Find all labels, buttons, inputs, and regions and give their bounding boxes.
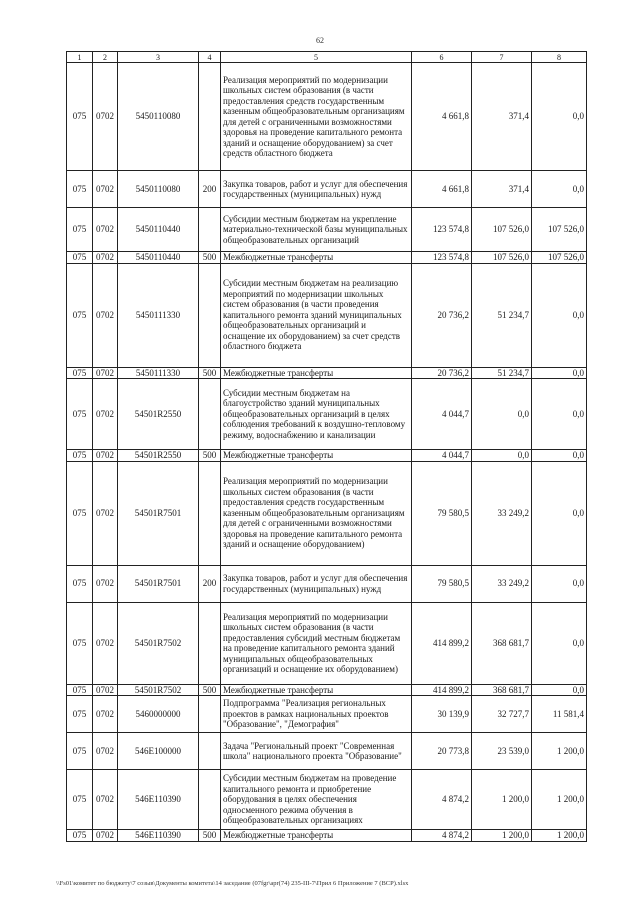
cell-description: Субсидии местным бюджетам на проведение капитального ремонта и приобретение оборудования в целях обеспечения односменного режима обучения в общеобразовательных организациях <box>221 770 412 830</box>
cell-amount-year-3: 0,0 <box>532 565 587 602</box>
cell-description: Закупка товаров, работ и услуг для обеспечения государственных (муниципальных) нужд <box>221 565 412 602</box>
cell-description: Межбюджетные трансферты <box>221 367 412 379</box>
cell-description: Подпрограмма "Реализация региональных проектов в рамках национальных проектов "Образование", "Демография" <box>221 696 412 733</box>
column-header: 5 <box>221 52 412 63</box>
cell-amount-year-2: 0,0 <box>472 450 532 462</box>
cell-admin-code: 075 <box>67 565 93 602</box>
cell-amount-year-1: 4 044,7 <box>412 450 472 462</box>
cell-expense-type: 200 <box>199 565 221 602</box>
cell-expense-type <box>199 696 221 733</box>
table-row <box>67 450 587 462</box>
table-row <box>67 379 587 450</box>
cell-amount-year-1: 414 899,2 <box>412 602 472 684</box>
cell-target-code: 5450110080 <box>118 171 199 208</box>
cell-admin-code: 075 <box>67 171 93 208</box>
cell-amount-year-2: 1 200,0 <box>472 770 532 830</box>
cell-expense-type: 500 <box>199 684 221 696</box>
cell-admin-code: 075 <box>67 379 93 450</box>
cell-expense-type <box>199 602 221 684</box>
cell-amount-year-3: 0,0 <box>532 379 587 450</box>
cell-target-code: 546E110390 <box>118 770 199 830</box>
cell-admin-code: 075 <box>67 602 93 684</box>
cell-admin-code: 075 <box>67 367 93 379</box>
cell-amount-year-3: 0,0 <box>532 602 587 684</box>
cell-description: Реализация мероприятий по модернизации школьных систем образования (в части предоставления средств государственным казенным общеобразовательным организациям для детей с ограниченными возможностями здоровья на проведение капитального ремонта зданий и оснащение оборудованием) за счет средств областного бюджета <box>221 63 412 171</box>
cell-section-code: 0702 <box>93 171 118 208</box>
cell-section-code: 0702 <box>93 830 118 842</box>
cell-description: Межбюджетные трансферты <box>221 830 412 842</box>
cell-description: Межбюджетные трансферты <box>221 450 412 462</box>
cell-amount-year-3: 1 200,0 <box>532 733 587 770</box>
cell-amount-year-2: 51 234,7 <box>472 263 532 367</box>
column-header: 4 <box>199 52 221 63</box>
cell-amount-year-1: 414 899,2 <box>412 684 472 696</box>
cell-admin-code: 075 <box>67 208 93 252</box>
cell-target-code: 5460000000 <box>118 696 199 733</box>
cell-expense-type <box>199 263 221 367</box>
column-header: 8 <box>532 52 587 63</box>
cell-target-code: 54501R7502 <box>118 684 199 696</box>
cell-section-code: 0702 <box>93 733 118 770</box>
table-row <box>67 733 587 770</box>
cell-amount-year-2: 33 249,2 <box>472 461 532 565</box>
cell-amount-year-3: 0,0 <box>532 461 587 565</box>
cell-expense-type: 200 <box>199 171 221 208</box>
table-row <box>67 684 587 696</box>
cell-target-code: 54501R7501 <box>118 461 199 565</box>
cell-expense-type <box>199 63 221 171</box>
cell-description: Субсидии местным бюджетам на благоустройство зданий муниципальных общеобразовательных организаций в целях соблюдения требований к воздушно-тепловому режиму, водоснабжению и канализации <box>221 379 412 450</box>
cell-amount-year-2: 1 200,0 <box>472 830 532 842</box>
cell-admin-code: 075 <box>67 450 93 462</box>
table-body <box>67 63 587 842</box>
cell-amount-year-1: 123 574,8 <box>412 252 472 264</box>
table-row <box>67 461 587 565</box>
cell-section-code: 0702 <box>93 684 118 696</box>
cell-target-code: 54501R7502 <box>118 602 199 684</box>
cell-expense-type <box>199 208 221 252</box>
cell-section-code: 0702 <box>93 770 118 830</box>
table-header-row <box>67 52 587 63</box>
cell-amount-year-2: 23 539,0 <box>472 733 532 770</box>
cell-section-code: 0702 <box>93 602 118 684</box>
cell-amount-year-3: 0,0 <box>532 450 587 462</box>
column-header: 7 <box>472 52 532 63</box>
table-row <box>67 63 587 171</box>
cell-section-code: 0702 <box>93 461 118 565</box>
table-row <box>67 367 587 379</box>
column-header: 3 <box>118 52 199 63</box>
cell-amount-year-3: 107 526,0 <box>532 252 587 264</box>
cell-amount-year-1: 4 661,8 <box>412 171 472 208</box>
cell-amount-year-2: 51 234,7 <box>472 367 532 379</box>
cell-amount-year-1: 20 773,8 <box>412 733 472 770</box>
footer-file-path: \\Fs01\комитет по бюджету\7 созыв\Документы комитета\14 заседание (07fgr\apr(74) 235-III-7\Прил 6 Приложение 7 (ВСР).xlsx <box>56 880 409 887</box>
cell-description: Субсидии местным бюджетам на укрепление материально-технической базы муниципальных общеобразовательных организаций <box>221 208 412 252</box>
cell-admin-code: 075 <box>67 696 93 733</box>
page-number: 62 <box>316 36 324 45</box>
cell-admin-code: 075 <box>67 263 93 367</box>
cell-amount-year-1: 4 874,2 <box>412 770 472 830</box>
cell-amount-year-2: 0,0 <box>472 379 532 450</box>
cell-description: Межбюджетные трансферты <box>221 684 412 696</box>
cell-expense-type: 500 <box>199 830 221 842</box>
cell-section-code: 0702 <box>93 696 118 733</box>
cell-amount-year-2: 107 526,0 <box>472 208 532 252</box>
cell-target-code: 546E110390 <box>118 830 199 842</box>
cell-amount-year-3: 107 526,0 <box>532 208 587 252</box>
column-header: 2 <box>93 52 118 63</box>
cell-amount-year-3: 0,0 <box>532 63 587 171</box>
cell-section-code: 0702 <box>93 367 118 379</box>
cell-admin-code: 075 <box>67 684 93 696</box>
table-row <box>67 770 587 830</box>
table-row <box>67 171 587 208</box>
cell-target-code: 546E100000 <box>118 733 199 770</box>
cell-description: Реализация мероприятий по модернизации школьных систем образования (в части предоставления субсидий местным бюджетам на проведение капитального ремонта зданий муниципальных общеобразовательных организаций и оснащение их оборудованием) <box>221 602 412 684</box>
cell-expense-type: 500 <box>199 367 221 379</box>
cell-amount-year-1: 20 736,2 <box>412 367 472 379</box>
cell-description: Задача "Региональный проект "Современная школа" национального проекта "Образование" <box>221 733 412 770</box>
cell-target-code: 5450110440 <box>118 252 199 264</box>
cell-amount-year-2: 32 727,7 <box>472 696 532 733</box>
budget-table <box>66 51 587 842</box>
cell-amount-year-1: 20 736,2 <box>412 263 472 367</box>
cell-description: Закупка товаров, работ и услуг для обеспечения государственных (муниципальных) нужд <box>221 171 412 208</box>
table-row <box>67 252 587 264</box>
cell-amount-year-2: 107 526,0 <box>472 252 532 264</box>
cell-amount-year-1: 4 874,2 <box>412 830 472 842</box>
cell-target-code: 54501R2550 <box>118 450 199 462</box>
cell-admin-code: 075 <box>67 461 93 565</box>
table-row <box>67 263 587 367</box>
cell-amount-year-3: 0,0 <box>532 263 587 367</box>
cell-target-code: 54501R7501 <box>118 565 199 602</box>
table-row <box>67 830 587 842</box>
cell-target-code: 54501R2550 <box>118 379 199 450</box>
cell-amount-year-2: 368 681,7 <box>472 602 532 684</box>
cell-section-code: 0702 <box>93 63 118 171</box>
cell-section-code: 0702 <box>93 450 118 462</box>
cell-amount-year-1: 79 580,5 <box>412 461 472 565</box>
cell-amount-year-1: 4 661,8 <box>412 63 472 171</box>
table-row <box>67 696 587 733</box>
cell-admin-code: 075 <box>67 733 93 770</box>
cell-amount-year-2: 368 681,7 <box>472 684 532 696</box>
cell-amount-year-1: 30 139,9 <box>412 696 472 733</box>
cell-admin-code: 075 <box>67 770 93 830</box>
cell-expense-type: 500 <box>199 450 221 462</box>
cell-section-code: 0702 <box>93 263 118 367</box>
column-header: 1 <box>67 52 93 63</box>
column-header: 6 <box>412 52 472 63</box>
cell-expense-type <box>199 379 221 450</box>
cell-amount-year-3: 1 200,0 <box>532 830 587 842</box>
cell-section-code: 0702 <box>93 208 118 252</box>
cell-admin-code: 075 <box>67 63 93 171</box>
table-row <box>67 565 587 602</box>
cell-section-code: 0702 <box>93 379 118 450</box>
cell-target-code: 5450110440 <box>118 208 199 252</box>
cell-amount-year-3: 11 581,4 <box>532 696 587 733</box>
cell-amount-year-2: 33 249,2 <box>472 565 532 602</box>
cell-description: Межбюджетные трансферты <box>221 252 412 264</box>
cell-amount-year-3: 1 200,0 <box>532 770 587 830</box>
cell-expense-type <box>199 461 221 565</box>
cell-amount-year-3: 0,0 <box>532 171 587 208</box>
cell-section-code: 0702 <box>93 252 118 264</box>
table-row <box>67 602 587 684</box>
cell-description: Реализация мероприятий по модернизации школьных систем образования (в части предоставления средств государственным казенным общеобразовательным организациям для детей с ограниченными возможностями здоровья на проведение капитального ремонта зданий и оснащение оборудованием) <box>221 461 412 565</box>
cell-target-code: 5450111330 <box>118 367 199 379</box>
cell-amount-year-2: 371,4 <box>472 171 532 208</box>
cell-target-code: 5450111330 <box>118 263 199 367</box>
cell-expense-type <box>199 770 221 830</box>
cell-amount-year-2: 371,4 <box>472 63 532 171</box>
cell-amount-year-3: 0,0 <box>532 684 587 696</box>
cell-admin-code: 075 <box>67 252 93 264</box>
table-row <box>67 208 587 252</box>
cell-target-code: 5450110080 <box>118 63 199 171</box>
cell-amount-year-1: 79 580,5 <box>412 565 472 602</box>
cell-amount-year-1: 4 044,7 <box>412 379 472 450</box>
cell-description: Субсидии местным бюджетам на реализацию мероприятий по модернизации школьных систем образования (в части проведения капитального ремонта зданий муниципальных общеобразовательных организаций и оснащение их оборудованием) за счет средств областного бюджета <box>221 263 412 367</box>
cell-amount-year-3: 0,0 <box>532 367 587 379</box>
cell-amount-year-1: 123 574,8 <box>412 208 472 252</box>
cell-expense-type: 500 <box>199 252 221 264</box>
cell-expense-type <box>199 733 221 770</box>
cell-admin-code: 075 <box>67 830 93 842</box>
cell-section-code: 0702 <box>93 565 118 602</box>
